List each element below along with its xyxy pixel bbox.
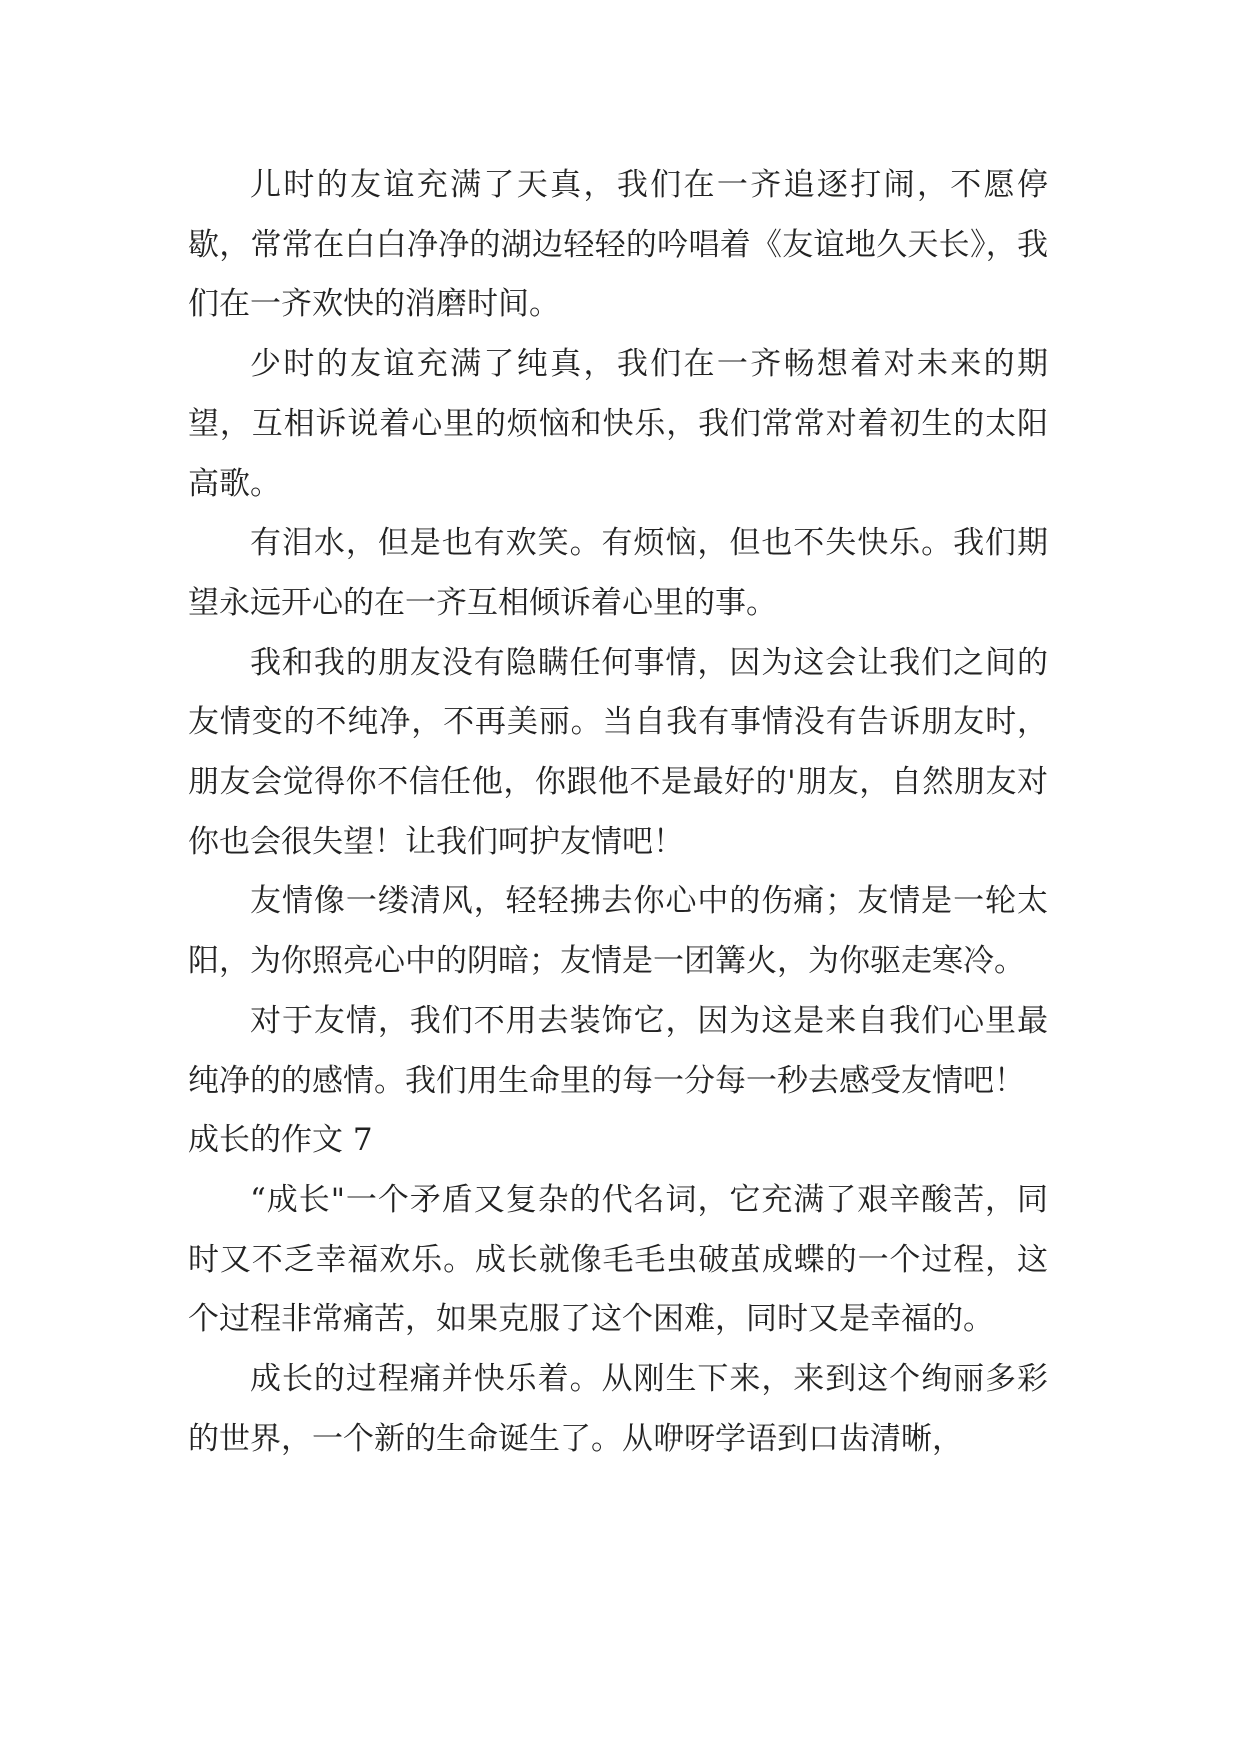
- paragraph-childhood-friendship: 儿时的友谊充满了天真，我们在一齐追逐打闹，不愿停歇，常常在白白净净的湖边轻轻的吟唱着《友谊地久天长》，我们在一齐欢快的消磨时间。: [188, 167, 1048, 323]
- paragraph-tears-and-laughter: 有泪水，但是也有欢笑。有烦恼，但也不失快乐。我们期望永远开心的在一齐互相倾诉着心里的事。: [188, 525, 1048, 621]
- paragraph-youth-friendship: 少时的友谊充满了纯真，我们在一齐畅想着对未来的期望，互相诉说着心里的烦恼和快乐，我们常常对着初生的太阳高歌。: [188, 346, 1048, 502]
- section-heading: 成长的作文 7: [188, 1122, 373, 1159]
- paragraph-friendship-metaphors: 友情像一缕清风，轻轻拂去你心中的伤痛；友情是一轮太阳，为你照亮心中的阴暗；友情是一团篝火，为你驱走寒冷。: [188, 883, 1048, 980]
- paragraph-pure-feelings: 对于友情，我们不用去装饰它，因为这是来自我们心里最纯净的的感情。我们用生命里的每一分每一秒去感受友情吧！: [188, 1002, 1048, 1099]
- document-body: [188, 156, 1048, 1469]
- paragraph-growth-definition: “成长"一个矛盾又复杂的代名词，它充满了艰辛酸苦，同时又不乏幸福欢乐。成长就像毛毛虫破茧成蝶的一个过程，这个过程非常痛苦，如果克服了这个困难，同时又是幸福的。: [188, 1181, 1048, 1338]
- paragraph-honesty: 我和我的朋友没有隐瞒任何事情，因为这会让我们之间的友情变的不纯净，不再美丽。当自我有事情没有告诉朋友时，朋友会觉得你不信任他，你跟他不是最好的'朋友，自然朋友对你也会很失望！让我们呵护友情吧！: [188, 644, 1048, 860]
- paragraph-growth-process: 成长的过程痛并快乐着。从刚生下来，来到这个绚丽多彩的世界，一个新的生命诞生了。从咿呀学语到口齿清晰，: [188, 1361, 1048, 1457]
